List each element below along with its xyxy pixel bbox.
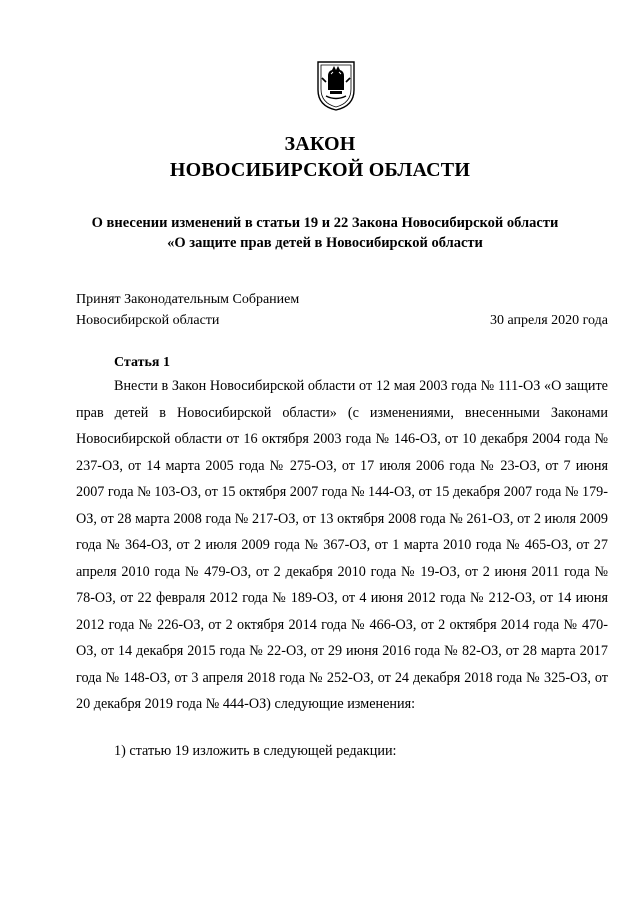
adoption-body-line2: Новосибирской области [76, 313, 220, 328]
article-heading: Статья 1 [114, 355, 170, 370]
coat-of-arms-icon [316, 60, 356, 112]
law-subtitle-line2: «О защите прав детей в Новосибирской области [167, 235, 483, 251]
law-title: ЗАКОН [284, 133, 356, 155]
article-paragraph: Внести в Закон Новосибирской области от 12 мая 2003 года № 111-ОЗ «О защите прав детей в Новосибирской области» (с изменениями, внесенными Законами Новосибирской области от 16 октября 2003 года № 146-ОЗ, от 10 декабря 2004 года № 237-ОЗ, от 14 марта 2005 года № 275-ОЗ, от 17 июля 2006 года № 23-ОЗ, от 7 июня 2007 года № 103-ОЗ, от 15 октября 2007 года № 144-ОЗ, от 15 декабря 2007 года № 179-ОЗ, от 28 марта 2008 года № 217-ОЗ, от 13 октября 2008 года № 261-ОЗ, от 2 июля 2009 года № 364-ОЗ, от 2 июля 2009 года № 367-ОЗ, от 1 марта 2010 года № 465-ОЗ, от 27 апреля 2010 года № 479-ОЗ, от 2 декабря 2010 года № 19-ОЗ, от 2 июня 2011 года № 78-ОЗ, от 22 февраля 2012 года № 189-ОЗ, от 4 июня 2012 года № 212-ОЗ, от 14 июня 2012 года № 226-ОЗ, от 2 октября 2014 года № 466-ОЗ, от 2 октября 2014 года № 470-ОЗ, от 14 декабря 2015 года № 22-ОЗ, от 29 июня 2016 года № 82-ОЗ, от 28 марта 2017 года № 148-ОЗ, от 3 апреля 2018 года № 252-ОЗ, от 24 декабря 2018 года № 325-ОЗ, от 20 декабря 2019 года № 444-ОЗ) следующие изменения: [76, 378, 608, 712]
list-item: 1) статью 19 изложить в следующей редакции: [114, 743, 397, 759]
law-subtitle-line1: О внесении изменений в статьи 19 и 22 Закона Новосибирской области [91, 215, 559, 231]
adoption-date: 30 апреля 2020 года [490, 313, 608, 328]
region-title: НОВОСИБИРСКОЙ ОБЛАСТИ [169, 159, 471, 181]
adoption-body-line1: Принят Законодательным Собранием [76, 292, 300, 307]
